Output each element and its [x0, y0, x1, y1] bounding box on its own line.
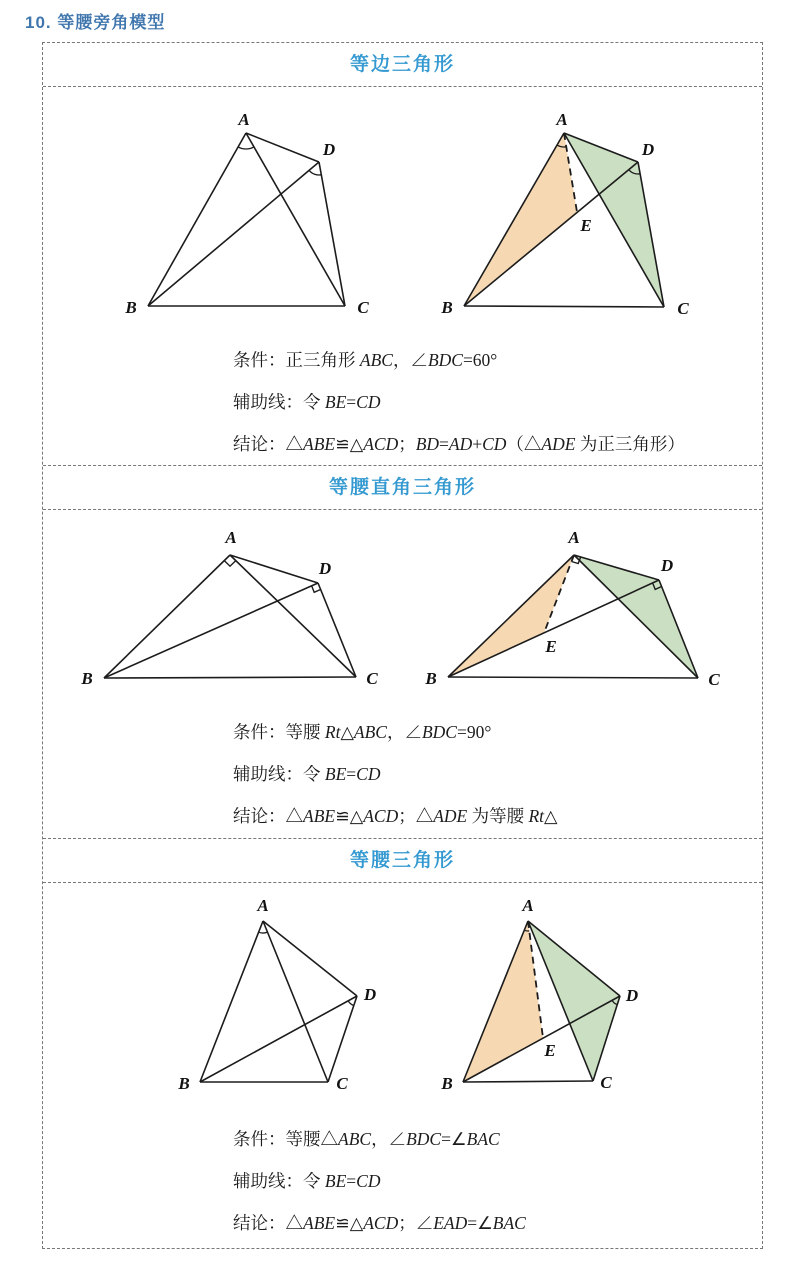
triangle-edges [200, 921, 357, 1082]
diagram-row-equilateral [101, 95, 762, 335]
vertex-label-b: B [81, 669, 93, 688]
vertex-label-a: A [568, 528, 580, 547]
vertex-label-d: D [660, 556, 674, 575]
triangle-acd-fill [528, 921, 620, 1081]
diagram-row-isosceles-right [71, 518, 762, 703]
vertex-label-a: A [556, 110, 568, 129]
section-isosceles-right [43, 466, 762, 839]
condition-line: 条件：等腰△ABC，∠BDC=∠BAC [233, 1129, 500, 1149]
vertex-label-a: A [238, 110, 250, 129]
triangle-edges [148, 133, 345, 306]
triangle-abe-fill [464, 133, 577, 306]
vertex-label-c: C [600, 1073, 612, 1092]
vertex-label-e: E [580, 216, 592, 235]
right-angle-mark-a [224, 561, 236, 567]
angle-arc-a [524, 930, 529, 931]
vertex-label-c: C [336, 1074, 348, 1093]
vertex-label-b: B [125, 298, 137, 317]
diagram-isosceles-colored [431, 889, 711, 1114]
vertex-label-e: E [545, 637, 557, 656]
diagram-row-isosceles [151, 889, 762, 1114]
vertex-label-a: A [522, 896, 534, 915]
vertex-label-c: C [677, 299, 689, 318]
vertex-label-a: A [225, 528, 237, 547]
condition-line: 条件：正三角形 ABC，∠BDC=60° [233, 350, 498, 370]
diagram-equilateral-colored [421, 95, 741, 335]
vertex-label-e: E [544, 1041, 556, 1060]
vertex-label-c: C [708, 670, 720, 689]
vertex-label-b: B [441, 1074, 453, 1093]
angle-arc-d [309, 170, 321, 175]
conclusion-line: 结论：△ABE≌△ACD；△ADE 为等腰 Rt△ [233, 806, 558, 826]
vertex-label-d: D [318, 559, 332, 578]
vertex-label-b: B [441, 298, 453, 317]
auxiliary-line: 辅助线：令 BE=CD [233, 1171, 381, 1191]
vertex-label-c: C [366, 669, 378, 688]
angle-arc-a [238, 147, 254, 149]
page-title: 10. 等腰旁角模型 [25, 13, 166, 32]
section-header-equilateral: 等边三角形 [43, 43, 762, 87]
vertex-label-d: D [625, 986, 639, 1005]
conclusion-line: 结论：△ABE≌△ACD；BD=AD+CD（△ADE 为正三角形） [233, 434, 685, 454]
vertex-label-d: D [363, 985, 377, 1004]
condition-line: 条件：等腰 Rt△ABC，∠BDC=90° [233, 722, 492, 742]
vertex-label-d: D [322, 140, 336, 159]
auxiliary-line: 辅助线：令 BE=CD [233, 764, 381, 784]
vertex-label-b: B [178, 1074, 190, 1093]
auxiliary-line: 辅助线：令 BE=CD [233, 392, 381, 412]
section-header-isosceles-right: 等腰直角三角形 [43, 466, 762, 510]
vertex-label-b: B [425, 669, 437, 688]
angle-arc-a [259, 932, 268, 933]
model-table [42, 42, 763, 1249]
section-isosceles [43, 839, 762, 1248]
section-equilateral [43, 43, 762, 466]
section-header-isosceles: 等腰三角形 [43, 839, 762, 883]
angle-arc-d [348, 1001, 354, 1006]
vertex-label-a: A [257, 896, 269, 915]
diagram-isosceles-right-colored [411, 518, 751, 703]
vertex-label-c: C [357, 298, 369, 317]
conclusion-line: 结论：△ABE≌△ACD；∠EAD=∠BAC [233, 1213, 526, 1233]
vertex-label-d: D [641, 140, 655, 159]
diagram-equilateral-plain [101, 95, 421, 335]
diagram-isosceles-plain [151, 889, 431, 1114]
diagram-isosceles-right-plain [71, 518, 411, 703]
